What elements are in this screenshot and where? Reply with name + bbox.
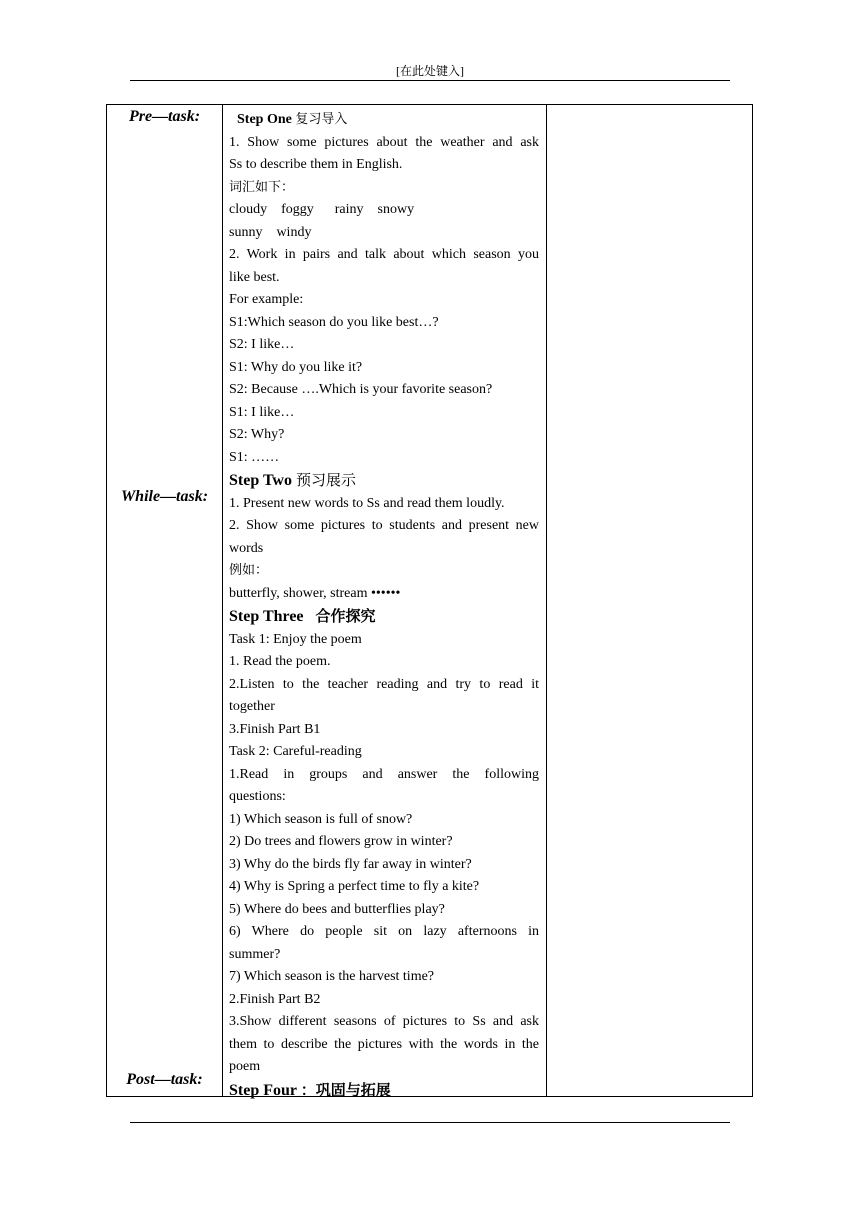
activity-content-cell	[229, 109, 539, 1102]
step-one-title: Step One	[237, 112, 292, 127]
step-four-title-cn: ：巩固与拓展	[300, 1080, 391, 1099]
step-two-item-2a: 2. Show some pictures to students and present new	[229, 518, 539, 533]
vocab-line-1: cloudy foggy rainy snowy	[229, 202, 415, 217]
lesson-plan-table	[106, 104, 753, 1097]
question-7: 7) Which season is the harvest time?	[229, 969, 435, 984]
step-one-item-1a: 1. Show some pictures about the weather and ask	[229, 134, 539, 150]
dialog-line: S1: Why do you like it?	[229, 359, 363, 375]
question-item: 4) Why is Spring a perfect time to fly a kite?	[229, 879, 480, 894]
dialog-line: S1: ……	[229, 449, 280, 465]
question-6b: summer?	[229, 946, 281, 962]
step-three-title: Step Three	[229, 608, 304, 625]
task-2-title: Task 2: Careful-reading	[229, 744, 362, 759]
step-three-heading	[229, 605, 539, 629]
dialog-line: S2: I like…	[229, 337, 295, 352]
footer-divider	[130, 1122, 730, 1123]
question-item: 3) Why do the birds fly far away in winter?	[229, 856, 472, 872]
task-1-item-1: 1. Read the poem.	[229, 654, 331, 669]
task-2-item-3b: them to describe the pictures with the words in the	[229, 1036, 539, 1052]
step-two-example-label: 例如：	[229, 563, 269, 578]
task-2-item-3a: 3.Show different seasons of pictures to Ss and ask	[229, 1014, 539, 1029]
task-1-title: Task 1: Enjoy the poem	[229, 631, 362, 647]
task-2-item-3c: poem	[229, 1059, 261, 1074]
dialog-line: S2: Because ….Which is your favorite season?	[229, 382, 493, 397]
step-two-title-cn: 预习展示	[295, 471, 356, 489]
vocab-line-2: sunny windy	[229, 224, 312, 240]
question-item: 5) Where do bees and butterflies play?	[229, 901, 445, 917]
step-one-item-2b: like best.	[229, 269, 280, 285]
stage-label-while-task: While—task:	[120, 488, 209, 505]
step-four-title: Step Four	[229, 1081, 297, 1099]
task-1-item-2b: together	[229, 699, 275, 714]
dialog-line: S1:Which season do you like best…?	[229, 314, 439, 330]
question-6a: 6) Where do people sit on lazy afternoons in	[229, 924, 539, 939]
step-one-title-cn: 复习导入	[295, 112, 348, 127]
step-three-title-cn: 合作探究	[315, 607, 376, 625]
dialog-line: S2: Why?	[229, 427, 285, 442]
column-divider-2	[546, 105, 547, 1096]
header-divider	[130, 80, 730, 81]
dialog-line: S1: I like…	[229, 404, 295, 420]
vocab-label: 词汇如下：	[229, 179, 295, 195]
column-divider-1	[222, 105, 223, 1096]
step-two-title: Step Two	[229, 472, 292, 489]
step-one-item-1b: Ss to describe them in English.	[229, 157, 403, 172]
step-one-item-2a: 2. Work in pairs and talk about which season you	[229, 247, 539, 262]
task-1-item-2a: 2.Listen to the teacher reading and try to read it	[229, 676, 539, 692]
step-two-heading	[229, 469, 539, 493]
step-four-heading	[229, 1079, 539, 1103]
step-two-item-2b: words	[229, 540, 264, 556]
task-2-item-1b: questions:	[229, 789, 286, 804]
page-header: [在此处键入]	[396, 64, 464, 78]
stage-label-post-task: Post—task:	[126, 1071, 203, 1088]
example-label: For example:	[229, 292, 304, 307]
task-1-item-3: 3.Finish Part B1	[229, 721, 321, 737]
question-item: 2) Do trees and flowers grow in winter?	[229, 834, 453, 849]
stage-label-pre-task: Pre—task:	[128, 108, 201, 125]
step-two-item-1: 1. Present new words to Ss and read them loudly.	[229, 495, 505, 511]
step-one-heading	[229, 109, 539, 132]
new-words-line: butterfly, shower, stream ••••••	[229, 585, 401, 601]
task-2-item-2: 2.Finish Part B2	[229, 991, 321, 1007]
question-item: 1) Which season is full of snow?	[229, 811, 413, 827]
task-2-item-1a: 1.Read in groups and answer the following	[229, 766, 539, 782]
